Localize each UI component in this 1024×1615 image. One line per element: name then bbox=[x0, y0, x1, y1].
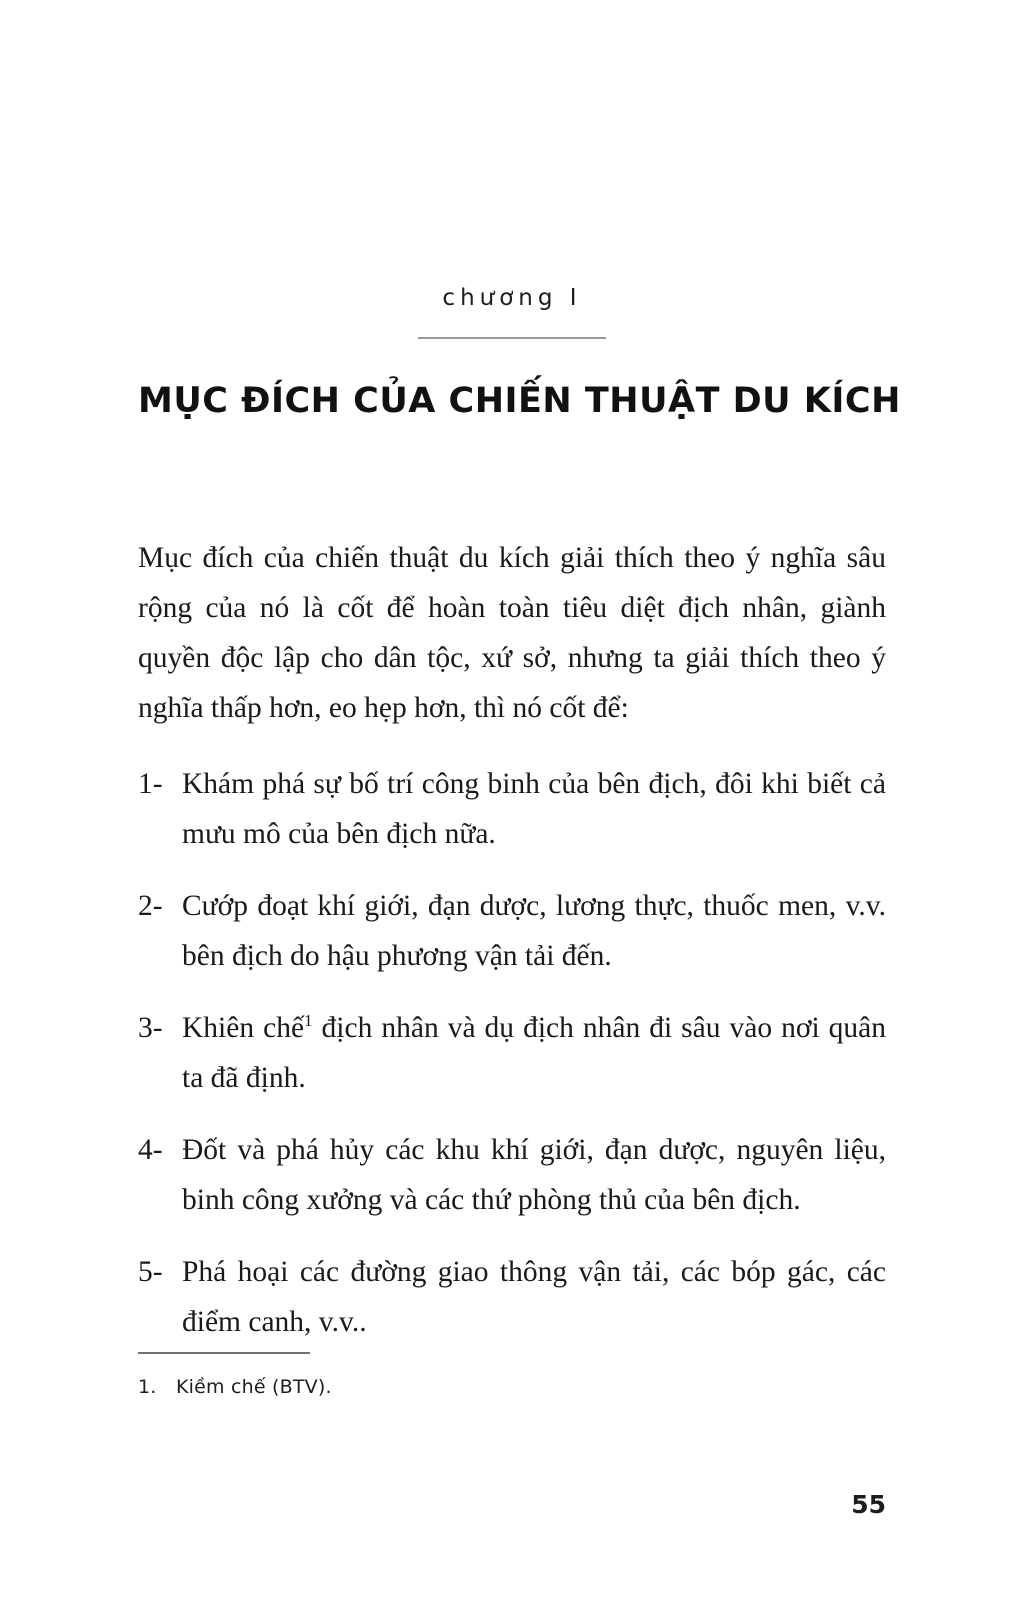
list-item-text-after-note: địch nhân và dụ địch nhân đi sâu vào nơi quân ta đã định. bbox=[182, 1012, 886, 1094]
list-item bbox=[138, 881, 886, 981]
list-item-marker: 3- bbox=[138, 1012, 163, 1044]
list-item-text-before-note: Khiên chế bbox=[182, 1012, 305, 1044]
footnote-reference[interactable]: 1 bbox=[304, 1011, 313, 1031]
list-item-marker: 1- bbox=[138, 768, 163, 800]
list-item bbox=[138, 1003, 886, 1103]
list-item bbox=[138, 1125, 886, 1225]
chapter-eyebrow: chương I bbox=[442, 285, 582, 311]
purpose-list bbox=[138, 759, 886, 1347]
page-number: 55 bbox=[851, 1490, 886, 1519]
footnote-text: Kiềm chế (BTV). bbox=[176, 1375, 332, 1398]
page-title: MỤC ĐÍCH CỦA CHIẾN THUẬT DU KÍCH bbox=[138, 381, 901, 421]
footnote-divider bbox=[138, 1352, 310, 1354]
list-item-marker: 4- bbox=[138, 1134, 163, 1166]
list-item-text: Đốt và phá hủy các khu khí giới, đạn dược, nguyên liệu, binh công xưởng và các thứ phòng thủ của bên địch. bbox=[182, 1134, 886, 1216]
footnote-number: 1. bbox=[138, 1375, 157, 1398]
list-item bbox=[138, 1247, 886, 1347]
list-item-text: Phá hoại các đường giao thông vận tải, các bóp gác, các điểm canh, v.v.. bbox=[182, 1256, 886, 1338]
list-item-marker: 5- bbox=[138, 1256, 163, 1288]
chapter-divider bbox=[418, 337, 606, 339]
footnote bbox=[138, 1376, 886, 1398]
list-item-text bbox=[182, 1003, 886, 1103]
lead-paragraph: Mục đích của chiến thuật du kích giải thích theo ý nghĩa sâu rộng của nó là cốt để hoàn toàn tiêu diệt địch nhân, giành quyền độc lập cho dân tộc, xứ sở, nhưng ta giải thích theo ý nghĩa thấp hơn, eo hẹp hơn, thì nó cốt để: bbox=[138, 542, 886, 724]
list-item-text: Cướp đoạt khí giới, đạn dược, lương thực, thuốc men, v.v. bên địch do hậu phương vận tải đến. bbox=[182, 890, 886, 972]
body-content bbox=[138, 533, 886, 1347]
list-item bbox=[138, 759, 886, 859]
chapter-header bbox=[138, 0, 901, 421]
footnote-area bbox=[138, 1352, 886, 1398]
list-item-marker: 2- bbox=[138, 890, 163, 922]
list-item-text: Khám phá sự bố trí công binh của bên địch, đôi khi biết cả mưu mô của bên địch nữa. bbox=[182, 768, 886, 850]
